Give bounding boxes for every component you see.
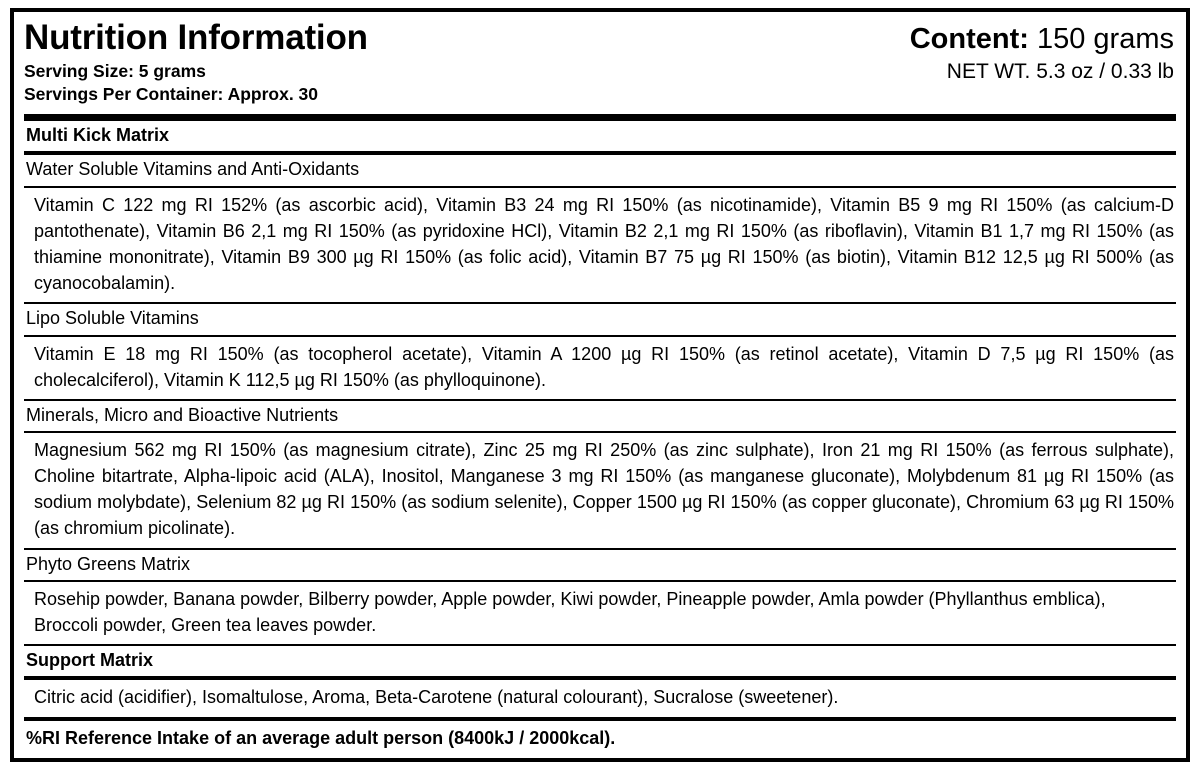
- servings-per-container: Servings Per Container: Approx. 30: [24, 84, 319, 105]
- group-body-support: Citric acid (acidifier), Isomaltulose, Aroma, Beta-Carotene (natural colourant), Sucralose (sweetener).: [34, 687, 839, 708]
- group-heading-lipo-soluble: Lipo Soluble Vitamins: [26, 308, 199, 329]
- matrix-title-support: Support Matrix: [26, 650, 154, 671]
- content-amount: [910, 24, 1174, 56]
- ri-footnote: %RI Reference Intake of an average adult person (8400kJ / 2000kcal).: [26, 727, 616, 748]
- net-weight: NET WT. 5.3 oz / 0.33 lb: [946, 59, 1174, 83]
- header-right-block: [910, 18, 1176, 85]
- label-header: [24, 18, 1176, 107]
- content-value: 150 grams: [1036, 23, 1174, 55]
- group-body-lipo-soluble: Vitamin E 18 mg RI 150% (as tocopherol acetate), Vitamin A 1200 µg RI 150% (as retinol acetate), Vitamin D 7,5 µg RI 150% (as cholecalciferol), Vitamin K 112,5 µg RI 150% (as phylloquinone).: [34, 343, 1174, 390]
- group-heading-water-soluble: Water Soluble Vitamins and Anti-Oxidants: [26, 159, 360, 180]
- group-body-water-soluble: Vitamin C 122 mg RI 152% (as ascorbic acid), Vitamin B3 24 mg RI 150% (as nicotinamide), Vitamin B5 9 mg RI 150% (as calcium-D pantothenate), Vitamin B6 2,1 mg RI 150% (as pyridoxine HCl), Vitamin B2 2,1 mg RI 150% (as riboflavin), Vitamin B1 1,7 mg RI 150% (as thiamine mononitrate), Vitamin B9 300 µg RI 150% (as folic acid), Vitamin B7 75 µg RI 150% (as biotin), Vitamin B12 12,5 µg RI 500% (as cyanocobalamin).: [34, 194, 1174, 294]
- nutrition-panel: [10, 8, 1190, 762]
- group-heading-minerals: Minerals, Micro and Bioactive Nutrients: [26, 404, 339, 425]
- content-label: Content:: [909, 23, 1029, 55]
- header-left-block: [24, 18, 368, 107]
- group-body-minerals: Magnesium 562 mg RI 150% (as magnesium citrate), Zinc 25 mg RI 250% (as zinc sulphate), Iron 21 mg RI 150% (as ferrous sulphate), Choline bitartrate, Alpha-lipoic acid (ALA), Inositol, Manganese 3 mg RI 150% (as manganese gluconate), Molybdenum 81 µg RI 150% (as sodium molybdate), Selenium 82 µg RI 150% (as sodium selenite), Copper 1500 µg RI 150% (as copper gluconate), Chromium 63 µg RI 150% (as chromium picolinate).: [34, 440, 1174, 539]
- group-body-phyto-greens: Rosehip powder, Banana powder, Bilberry powder, Apple powder, Kiwi powder, Pineapple powder, Amla powder (Phyllanthus emblica), Broccoli powder, Green tea leaves powder.: [34, 588, 1106, 635]
- page-title: Nutrition Information: [24, 18, 368, 57]
- serving-size: Serving Size: 5 grams: [24, 60, 206, 81]
- matrix-title-multi-kick: Multi Kick Matrix: [26, 125, 170, 145]
- divider-thick-top: [24, 114, 1176, 121]
- group-heading-phyto-greens: Phyto Greens Matrix: [26, 553, 191, 574]
